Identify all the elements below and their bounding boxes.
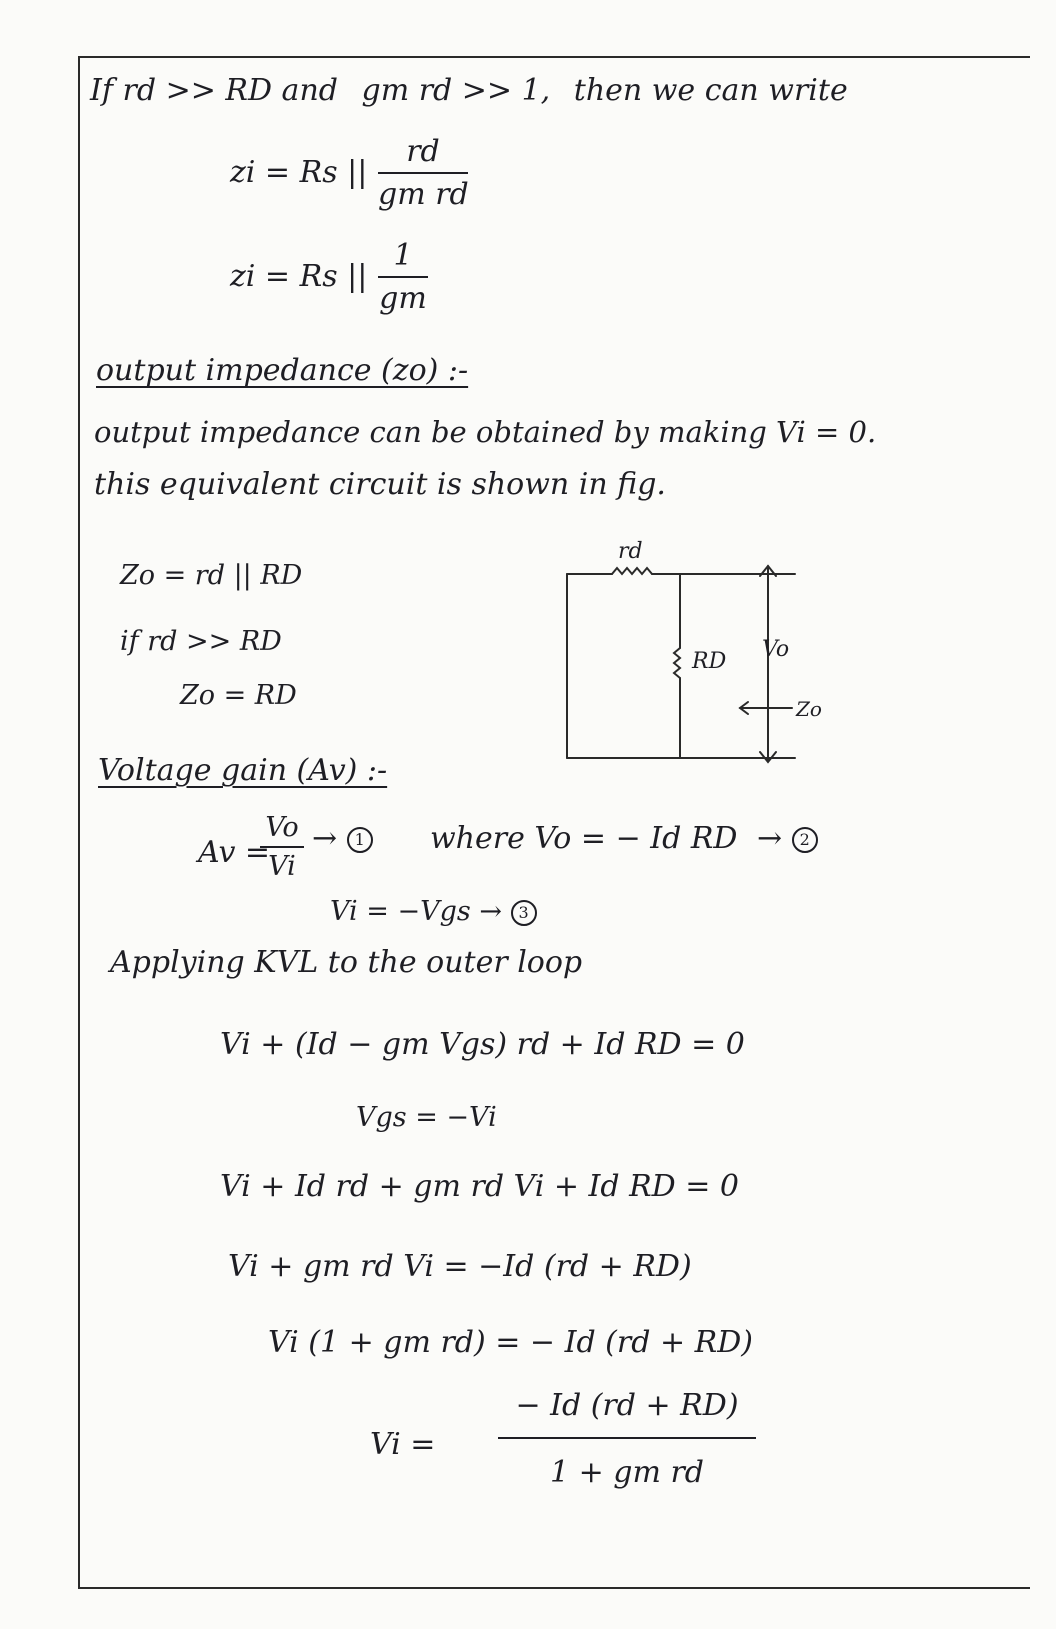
vi-final-lhs: Vi = bbox=[370, 1427, 436, 1462]
kvl-statement: Applying KVL to the outer loop bbox=[110, 945, 583, 980]
zo-equation-2: Zo = RD bbox=[180, 680, 297, 711]
zi-equation-1-lhs: zi = Rs || bbox=[230, 155, 368, 190]
voltage-gain-heading: Voltage gain (Av) :- bbox=[98, 753, 388, 788]
kvl-equation-2: Vgs = −Vi bbox=[356, 1102, 497, 1133]
output-impedance-heading: output impedance (zo) :- bbox=[96, 353, 469, 388]
zi-equation-1-fraction: rd gm rd bbox=[378, 134, 469, 212]
kvl-equation-5: Vi (1 + gm rd) = − Id (rd + RD) bbox=[268, 1325, 753, 1360]
rd-label: rd bbox=[618, 539, 643, 564]
zo-condition: if rd >> RD bbox=[120, 626, 282, 657]
kvl-equation-3: Vi + Id rd + gm rd Vi + Id RD = 0 bbox=[220, 1169, 740, 1204]
vi-vgs-equation: Vi = −Vgs → 3 bbox=[330, 898, 537, 926]
rd-resistor-symbol bbox=[612, 568, 652, 574]
equivalent-circuit-diagram bbox=[540, 530, 860, 780]
av-fraction: Vo Vi bbox=[260, 812, 304, 882]
output-impedance-paragraph-2: this equivalent circuit is shown in fig. bbox=[94, 467, 666, 502]
vo-label: Vo bbox=[762, 637, 790, 662]
output-impedance-paragraph-1: output impedance can be obtained by making Vi = 0. bbox=[94, 415, 877, 449]
kvl-equation-4: Vi + gm rd Vi = −Id (rd + RD) bbox=[228, 1249, 692, 1284]
vo-where-equation: where Vo = − Id RD → 2 bbox=[430, 824, 818, 854]
zo-label: Zo bbox=[796, 697, 822, 721]
zi-equation-2-lhs: zi = Rs || bbox=[230, 259, 368, 294]
av-reference-1: → 1 bbox=[312, 824, 373, 854]
kvl-equation-1: Vi + (Id − gm Vgs) rd + Id RD = 0 bbox=[220, 1027, 745, 1062]
zo-equation-1: Zo = rd || RD bbox=[120, 560, 303, 591]
rd-branch-label: RD bbox=[692, 649, 727, 674]
vi-final-fraction: − Id (rd + RD) 1 + gm rd bbox=[498, 1388, 756, 1490]
rd-branch-resistor-symbol bbox=[674, 648, 680, 678]
zi-equation-2-fraction: 1 gm bbox=[379, 238, 427, 316]
condition-line: If rd >> RD and gm rd >> 1, then we can write bbox=[90, 73, 848, 108]
av-lhs: Av = bbox=[198, 835, 271, 870]
